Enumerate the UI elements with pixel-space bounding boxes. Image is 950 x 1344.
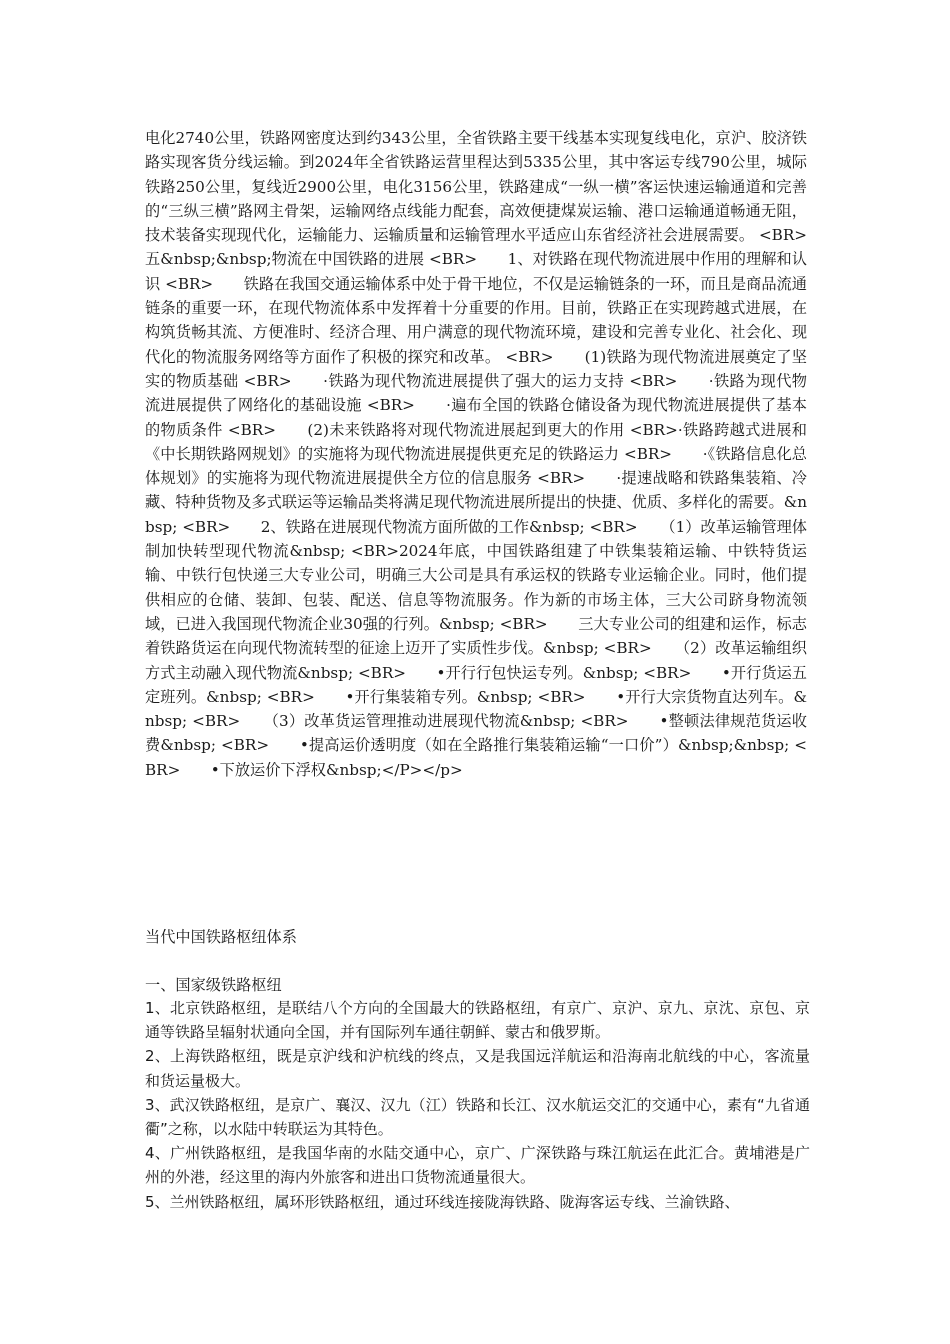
list-item: 2、上海铁路枢纽，既是京沪线和沪杭线的终点，又是我国远洋航运和沿海南北航线的中心，客流量和货运量极大。	[145, 1047, 810, 1090]
hub-list	[145, 996, 810, 1214]
body-paragraph	[145, 126, 838, 782]
body-text: 电化2740公里，铁路网密度达到约343公里，全省铁路主要干线基本实现复线电化，京沪、胶济铁路实现客货分线运输。到2024年全省铁路运营里程达到5335公里，其中客运专线790公里，城际铁路250公里，复线近2900公里，电化3156公里，铁路建成“一纵一横”客运快速运输通道和完善的“三纵三横”路网主骨架，运输网络点线能力配套，高效便捷煤炭运输、港口运输通道畅通无阻，技术装备实现现代化，运输能力、运输质量和运输管理水平适应山东省经济社会进展需要。 <BR> 五&nbsp;&nbsp;物流在中国铁路的进展 <BR> 1、对铁路在现代物流进展中作用的理解和认识 <BR> 铁路在我国交通运输体系中处于骨干地位，不仅是运输链条的一环，而且是商品流通链条的重要一环，在现代物流体系中发挥着十分重要的作用。目前，铁路正在实现跨越式进展，在构筑货畅其流、方便准时、经济合理、用户满意的现代物流环境，建设和完善专业化、社会化、现代化的物流服务网络等方面作了积极的探究和改革。 <BR> (1)铁路为现代物流进展奠定了坚实的物质基础 <BR> ·铁路为现代物流进展提供了强大的运力支持 <BR> ·铁路为现代物流进展提供了网络化的基础设施 <BR> ·遍布全国的铁路仓储设备为现代物流进展提供了基本的物质条件 <BR> (2)未来铁路将对现代物流进展起到更大的作用 <BR>·铁路跨越式进展和《中长期铁路网规划》的实施将为现代物流进展提供更充足的铁路运力 <BR> ·《铁路信息化总体规划》的实施将为现代物流进展提供全方位的信息服务 <BR> ·提速战略和铁路集装箱、冷藏、特种货物及多式联运等运输品类将满足现代物流进展所提出的快捷、优质、多样化的需要。&nbsp; <BR> 2、铁路在进展现代物流方面所做的工作&nbsp; <BR> （1）改革运输管理体制加快转型现代物流&nbsp; <BR>2024年底，中国铁路组建了中铁集装箱运输、中铁特货运输、中铁行包快递三大专业公司，明确三大公司是具有承运权的铁路专业运输企业。同时，他们提供相应的仓储、装卸、包装、配送、信息等物流服务。作为新的市场主体，三大公司跻身物流领域，已进入我国现代物流企业30强的行列。&nbsp; <BR> 三大专业公司的组建和运作，标志着铁路货运在向现代物流转型的征途上迈开了实质性步伐。&nbsp; <BR> （2）改革运输组织方式主动融入现代物流&nbsp; <BR> •开行行包快运专列。&nbsp; <BR> •开行货运五定班列。&nbsp; <BR> •开行集装箱专列。&nbsp; <BR> •开行大宗货物直达列车。&nbsp; <BR> （3）改革货运管理推动进展现代物流&nbsp; <BR> •整顿法律规范货运收费&nbsp; <BR> •提高运价透明度（如在全路推行集装箱运输“一口价”）&nbsp;&nbsp; <BR> •下放运价下浮权&nbsp;</P></p>	[145, 129, 838, 779]
list-item: 5、兰州铁路枢纽，属环形铁路枢纽，通过环线连接陇海铁路、陇海客运专线、兰渝铁路、	[145, 1192, 740, 1211]
list-item: 3、武汉铁路枢纽，是京广、襄汉、汉九（江）铁路和长江、汉水航运交汇的交通中心，素有“九省通衢”之称，以水陆中转联运为其特色。	[145, 1095, 810, 1139]
subsection-title: 一、国家级铁路枢纽	[145, 976, 282, 994]
list-item: 4、广州铁路枢纽，是我国华南的水陆交通中心，京广、广深铁路与珠江航运在此汇合。黄埔港是广州的外港，经这里的海内外旅客和进出口货物流通量很大。	[145, 1144, 810, 1187]
list-item: 1、北京铁路枢纽，是联结八个方向的全国最大的铁路枢纽，有京广、京沪、京九、京沈、京包、京通等铁路呈辐射状通向全国，并有国际列车通往朝鲜、蒙古和俄罗斯。	[145, 999, 810, 1042]
section-title: 当代中国铁路枢纽体系	[145, 928, 297, 946]
